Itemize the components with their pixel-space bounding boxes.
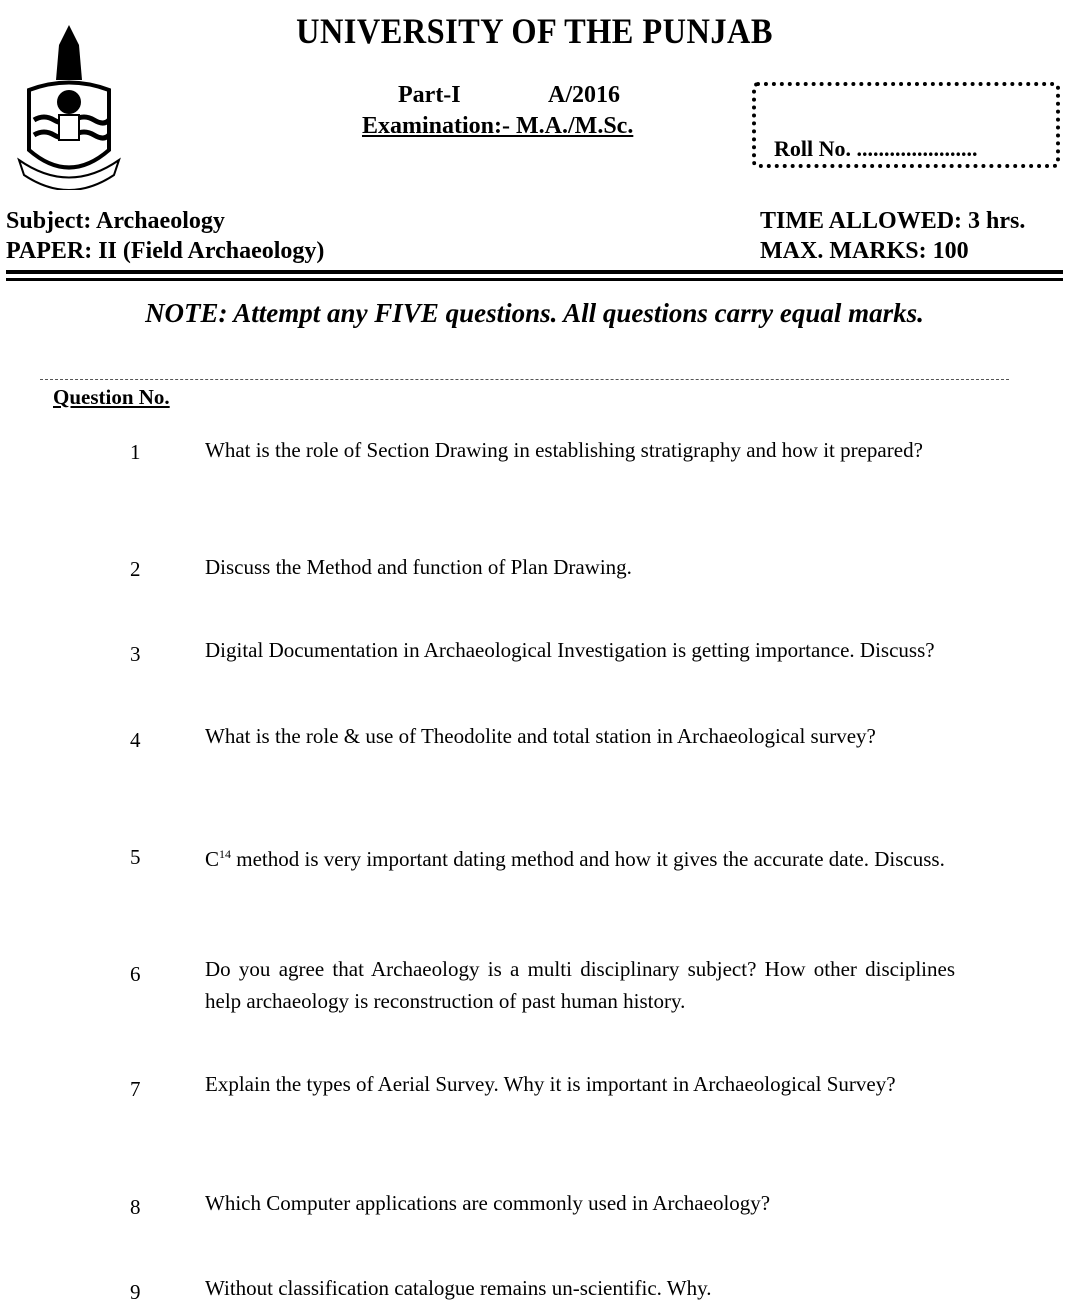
question-text: Do you agree that Archaeology is a multi disciplinary subject? How other disciplines help archaeology is reconstruction of past human history. [205, 957, 955, 1013]
header-divider [6, 278, 1063, 281]
instructions-note: NOTE: Attempt any FIVE questions. All questions carry equal marks. [145, 298, 924, 328]
question-text: Digital Documentation in Archaeological Investigation is getting importance. Discuss? [205, 638, 935, 662]
question-number: 8 [130, 1195, 141, 1219]
question-number: 1 [130, 440, 141, 464]
header-divider [6, 270, 1063, 274]
question-number: 4 [130, 728, 141, 752]
isotope-superscript: 14 [219, 847, 232, 861]
question-text-body: method is very important dating method and how it gives the accurate date. Discuss. [231, 847, 945, 871]
examination-label: Examination:- M.A./M.Sc. [362, 113, 634, 139]
question-text: Without classification catalogue remains un-scientific. Why. [205, 1276, 712, 1300]
roll-number-field: Roll No. ...................... [774, 136, 978, 161]
time-allowed: TIME ALLOWED: 3 hrs. [760, 208, 1026, 234]
dashed-divider [40, 379, 1009, 380]
roll-number-box [752, 82, 1060, 168]
subject-label: Subject: Archaeology [6, 208, 225, 234]
question-number: 2 [130, 557, 141, 581]
question-number: 9 [130, 1280, 141, 1304]
question-text [205, 838, 955, 875]
question-text: Which Computer applications are commonly used in Archaeology? [205, 1191, 771, 1215]
carbon-symbol: C [205, 847, 220, 871]
question-number: 3 [130, 642, 141, 666]
max-marks: MAX. MARKS: 100 [760, 238, 969, 264]
part-label: Part-I [398, 82, 461, 108]
question-number-heading: Question No. [53, 385, 170, 409]
question-number: 7 [130, 1077, 141, 1101]
university-title: UNIVERSITY OF THE PUNJAB [296, 11, 773, 51]
question-number: 5 [130, 845, 141, 869]
question-text: What is the role & use of Theodolite and total station in Archaeological survey? [205, 724, 876, 748]
university-crest-logo [14, 20, 124, 190]
question-number: 6 [130, 962, 141, 986]
paper-label: PAPER: II (Field Archaeology) [6, 238, 325, 264]
session-label: A/2016 [548, 82, 620, 108]
question-text: Discuss the Method and function of Plan Drawing. [205, 555, 632, 579]
question-text: Explain the types of Aerial Survey. Why it is important in Archaeological Survey? [205, 1072, 896, 1096]
question-text: What is the role of Section Drawing in establishing stratigraphy and how it prepared? [205, 438, 923, 462]
